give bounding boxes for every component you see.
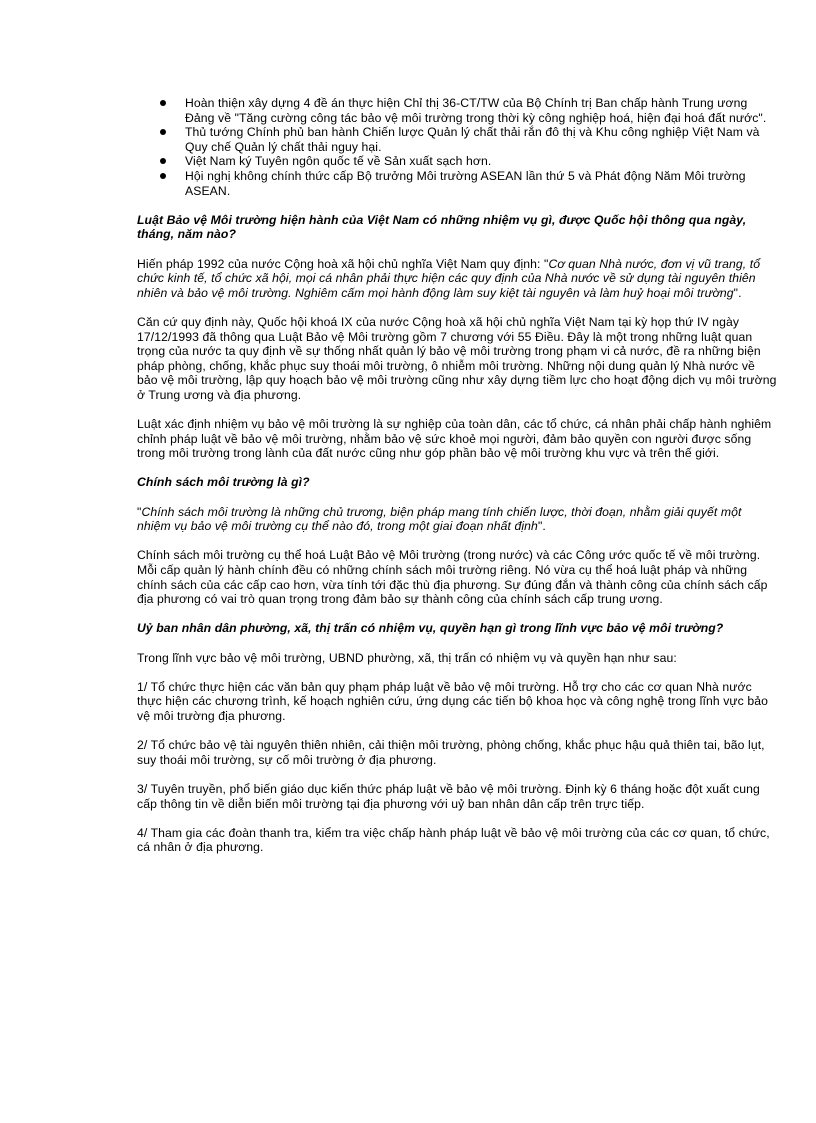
list-item: 3/ Tuyên truyền, phổ biến giáo dục kiến thức pháp luật về bảo vệ môi trường. Định kỳ 6 tháng hoặc đột xuất cung cấp thông tin về diễn biến môi trường tại địa phương với uỷ ban nhân dân cấp trên trực tiếp. [137,781,760,811]
list-item: 1/ Tổ chức thực hiện các văn bản quy phạm pháp luật về bảo vệ môi trường. Hỗ trợ cho các cơ quan Nhà nước thực hiện các chương trình, kế hoạch nghiên cứu, ứng dụng các tiến bộ khoa học và công nghệ trong lĩnh vực bảo vệ môi trường địa phương. [137,679,768,723]
question-heading-committee: Uỷ ban nhân dân phường, xã, thị trấn có nhiệm vụ, quyền hạn gì trong lĩnh vực bảo vệ môi trường? [137,621,724,636]
quote-text: Chính sách môi trường là những chủ trương, biện pháp mang tính chiến lược, thời đoạn, nhằm giải quyết một nhiệm vụ bảo vệ môi trường cụ thể nào đó, trong một giai đoạn nhất định [137,504,742,534]
paragraph-text: ". [733,285,742,300]
bullet-item [137,154,777,169]
paragraph-committee-intro: Trong lĩnh vực bảo vệ môi trường, UBND phường, xã, thị trấn có nhiệm vụ và quyền hạn như sau: [137,650,677,665]
list-item: 2/ Tổ chức bảo vệ tài nguyên thiên nhiên, cải thiện môi trường, phòng chống, khắc phục hậu quả thiên tai, bão lụt, suy thoái môi trường, sự cố môi trường ở địa phương. [137,738,765,767]
paragraph-text: Hiến pháp 1992 của nước Cộng hoà xã hội chủ nghĩa Việt Nam quy định: " [137,256,549,271]
bullet-dot-icon [160,158,166,164]
bullet-dot-icon [160,129,166,135]
question-heading-policy: Chính sách môi trường là gì? [137,475,310,490]
quote-text: Cơ quan Nhà nước, đơn vị vũ trang, tổ chức kinh tế, tổ chức xã hội, mọi cá nhân phải thực hiện các quy định của Nhà nước về sử dụng tài nguyên thiên nhiên và bảo vệ môi trường. Nghiêm cấm mọi hành động làm suy kiệt tài nguyên và làm huỷ hoại môi trường [137,256,761,300]
paragraph-law-duties: Luật xác định nhiệm vụ bảo vệ môi trường là sự nghiệp của toàn dân, các tổ chức, cá nhân phải chấp hành nghiêm chỉnh pháp luật về bảo vệ môi trường, nhằm bảo vệ sức khoẻ mọi người, đảm bảo quyền con người được sống trong môi trường trong lành của đất nước cũng như góp phần bảo vệ môi trường khu vực và trên thế giới. [137,417,772,461]
paragraph-law-adoption: Căn cứ quy định này, Quốc hội khoá IX của nước Cộng hoà xã hội chủ nghĩa Việt Nam tại kỳ họp thứ IV ngày 17/12/1993 đã thông qua Luật Bảo vệ Môi trường gồm 7 chương với 55 Điều. Đây là một trong những luật quan trọng của nước ta quy định về sự thống nhất quản lý bảo vệ môi trường trong phạm vi cả nước, đề ra những biện pháp phòng, chống, khắc phục suy thoái môi trường, ô nhiễm môi trường. Những nội dung quản lý Nhà nước về bảo vệ môi trường, lập quy hoạch bảo vệ môi trường cũng như xây dựng tiềm lực cho hoạt động dịch vụ môi trường ở Trung ương và địa phương. [137,314,777,402]
paragraph-constitution [137,257,777,301]
bullet-list [137,96,777,198]
bullet-item [137,96,777,125]
document-body [137,96,777,855]
list-item: 4/ Tham gia các đoàn thanh tra, kiểm tra việc chấp hành pháp luật về bảo vệ môi trường của các cơ quan, tổ chức, cá nhân ở địa phương. [137,825,770,855]
bullet-text: Thủ tướng Chính phủ ban hành Chiến lược Quản lý chất thải rắn đô thị và Khu công nghiệp Việt Nam và Quy chế Quản lý chất thải nguy hại. [185,125,760,154]
bullet-dot-icon [160,173,166,179]
question-heading-law: Luật Bảo vệ Môi trường hiện hành của Việt Nam có những nhiệm vụ gì, được Quốc hội thông qua ngày, tháng, năm nào? [137,212,747,242]
paragraph-text: ". [537,519,546,534]
paragraph-text: " [137,504,142,519]
paragraph-policy-definition [137,505,777,534]
bullet-text: Hội nghị không chính thức cấp Bộ trưởng Môi trường ASEAN lần thứ 5 và Phát động Năm Môi trường ASEAN. [185,168,746,198]
paragraph-policy-detail: Chính sách môi trường cụ thể hoá Luật Bảo vệ Môi trường (trong nước) và các Công ước quốc tế về môi trường. Mỗi cấp quản lý hành chính đều có những chính sách môi trường riêng. Nó vừa cụ thể hoá luật pháp và những chính sách của các cấp cao hơn, vừa tính tới đặc thù địa phương. Sự đúng đắn và thành công của chính sách cấp địa phương có vai trò quan trọng trong đảm bảo sự thành công của chính sách cấp trung ương. [137,548,768,607]
bullet-item [137,169,777,198]
bullet-item [137,125,777,154]
bullet-text: Việt Nam ký Tuyên ngôn quốc tế về Sản xuất sạch hơn. [185,154,492,169]
bullet-dot-icon [160,100,166,106]
bullet-text: Hoàn thiện xây dựng 4 đề án thực hiện Chỉ thị 36-CT/TW của Bộ Chính trị Ban chấp hành Trung ương Đảng về "Tăng cường công tác bảo vệ môi trường trong thời kỳ công nghiệp hoá, hiện đại hoá đất nước". [185,96,767,125]
